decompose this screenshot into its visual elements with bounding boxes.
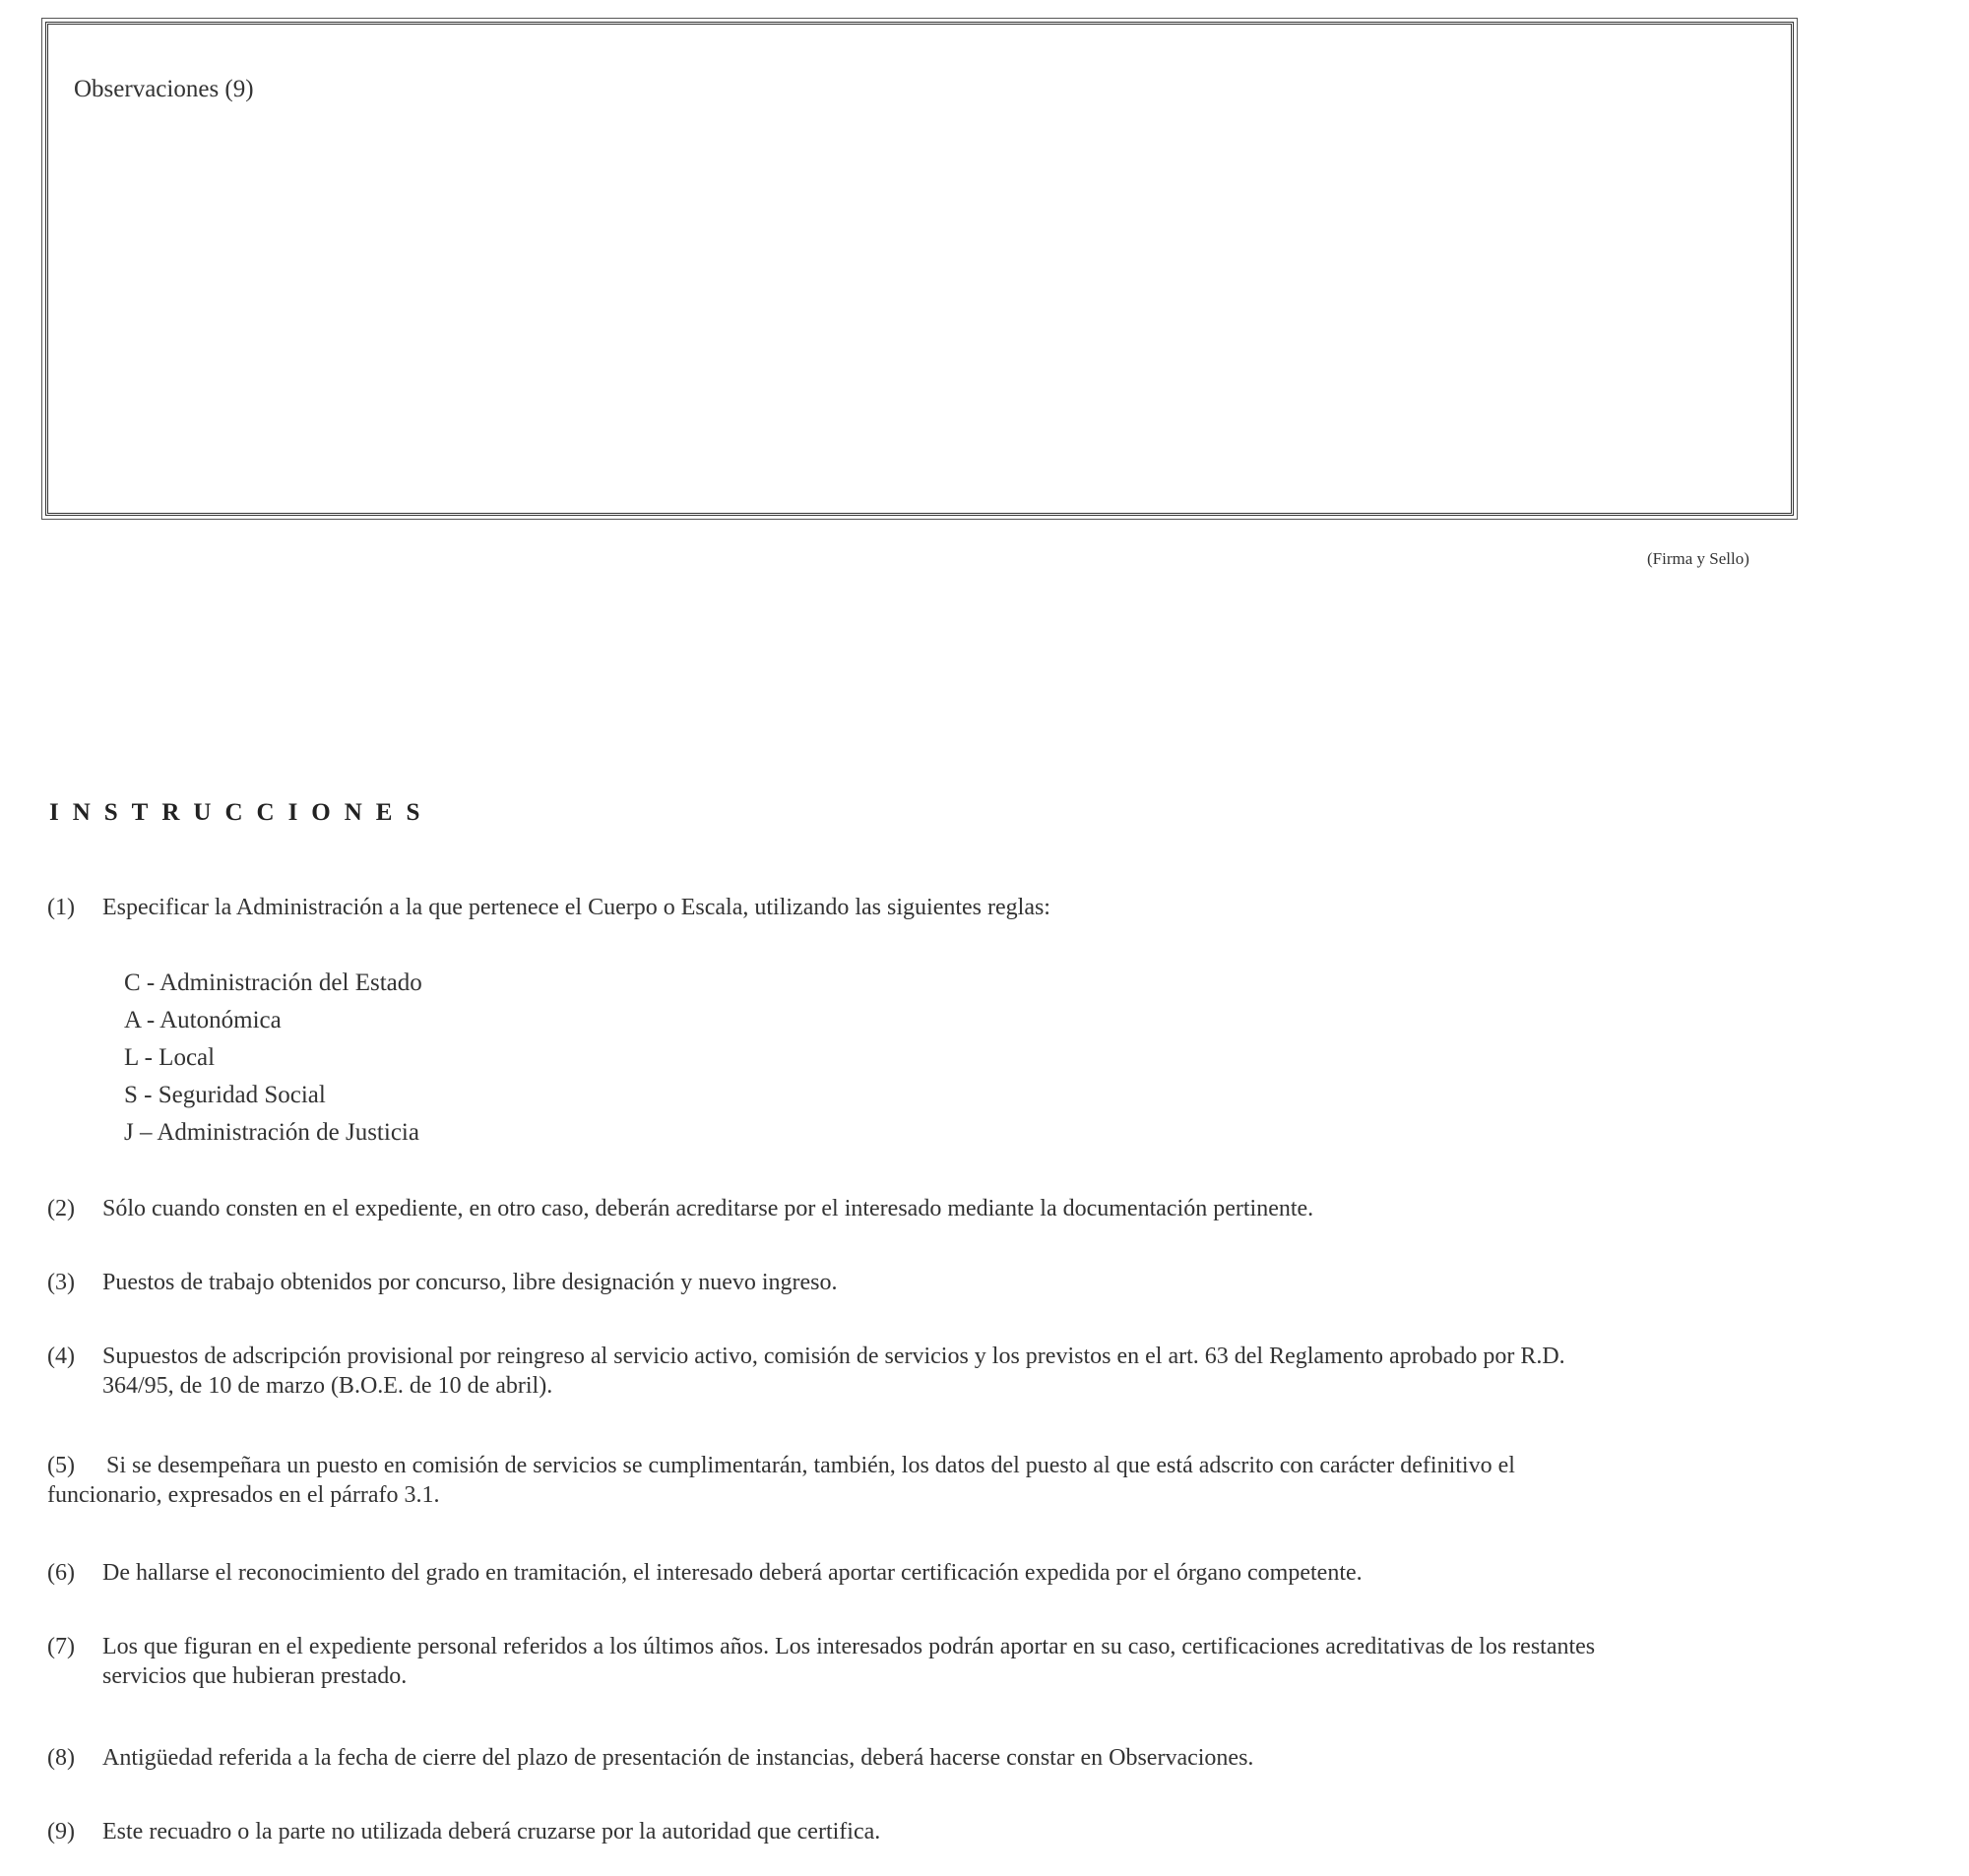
rule-item: J – Administración de Justicia [124, 1119, 419, 1146]
note-text: Antigüedad referida a la fecha de cierre del plazo de presentación de instancias, deberá hacerse constar en Observaciones. [102, 1745, 1254, 1771]
rule-item: C - Administración del Estado [124, 969, 422, 996]
rule-item: A - Autonómica [124, 1007, 282, 1033]
note-number: (8) [47, 1745, 75, 1771]
note-8 [47, 1743, 1253, 1773]
note-text: Si se desempeñara un puesto en comisión de servicios se cumplimentarán, también, los datos del puesto al que está adscrito con carácter definitivo el [106, 1453, 1515, 1478]
note-number: (9) [47, 1819, 75, 1845]
note-text-continued: 364/95, de 10 de marzo (B.O.E. de 10 de abril). [102, 1373, 553, 1399]
rule-item: S - Seguridad Social [124, 1082, 326, 1108]
note-text: Sólo cuando consten en el expediente, en otro caso, deberán acreditarse por el interesado mediante la documentación pertinente. [102, 1196, 1314, 1221]
note-text: Puestos de trabajo obtenidos por concurso, libre designación y nuevo ingreso. [102, 1270, 838, 1295]
note-number: (4) [47, 1344, 75, 1369]
note-1 [47, 893, 1050, 922]
note-text: De hallarse el reconocimiento del grado en tramitación, el interesado deberá aportar certificación expedida por el órgano competente. [102, 1560, 1363, 1586]
note-number: (1) [47, 895, 75, 920]
note-4 [47, 1342, 1939, 1401]
note-6 [47, 1558, 1363, 1588]
firma-y-sello-label: (Firma y Sello) [1647, 549, 1749, 568]
note-text: Los que figuran en el expediente personal referidos a los últimos años. Los interesados podrán aportar en su caso, certificaciones acreditativas de los restantes [102, 1634, 1596, 1659]
note-text: Supuestos de adscripción provisional por reingreso al servicio activo, comisión de servicios y los previstos en el art. 63 del Reglamento aprobado por R.D. [102, 1344, 1565, 1369]
observaciones-box [45, 22, 1794, 516]
administration-rules-list [124, 965, 422, 1152]
note-2 [47, 1194, 1313, 1223]
note-number: (3) [47, 1270, 75, 1295]
note-text: Este recuadro o la parte no utilizada deberá cruzarse por la autoridad que certifica. [102, 1819, 881, 1845]
note-9 [47, 1817, 880, 1846]
observaciones-label: Observaciones (9) [74, 76, 254, 102]
note-text: Especificar la Administración a la que pertenece el Cuerpo o Escala, utilizando las siguientes reglas: [102, 895, 1050, 920]
note-text-continued: funcionario, expresados en el párrafo 3.1. [47, 1482, 440, 1508]
note-5 [47, 1451, 1939, 1510]
note-number: (5) [47, 1453, 75, 1478]
rule-item: L - Local [124, 1044, 216, 1071]
instrucciones-heading: INSTRUCCIONES [49, 799, 434, 826]
note-text-continued: servicios que hubieran prestado. [102, 1663, 408, 1689]
note-number: (6) [47, 1560, 75, 1586]
note-3 [47, 1268, 838, 1297]
note-7 [47, 1632, 1939, 1691]
note-number: (2) [47, 1196, 75, 1221]
note-number: (7) [47, 1634, 75, 1659]
